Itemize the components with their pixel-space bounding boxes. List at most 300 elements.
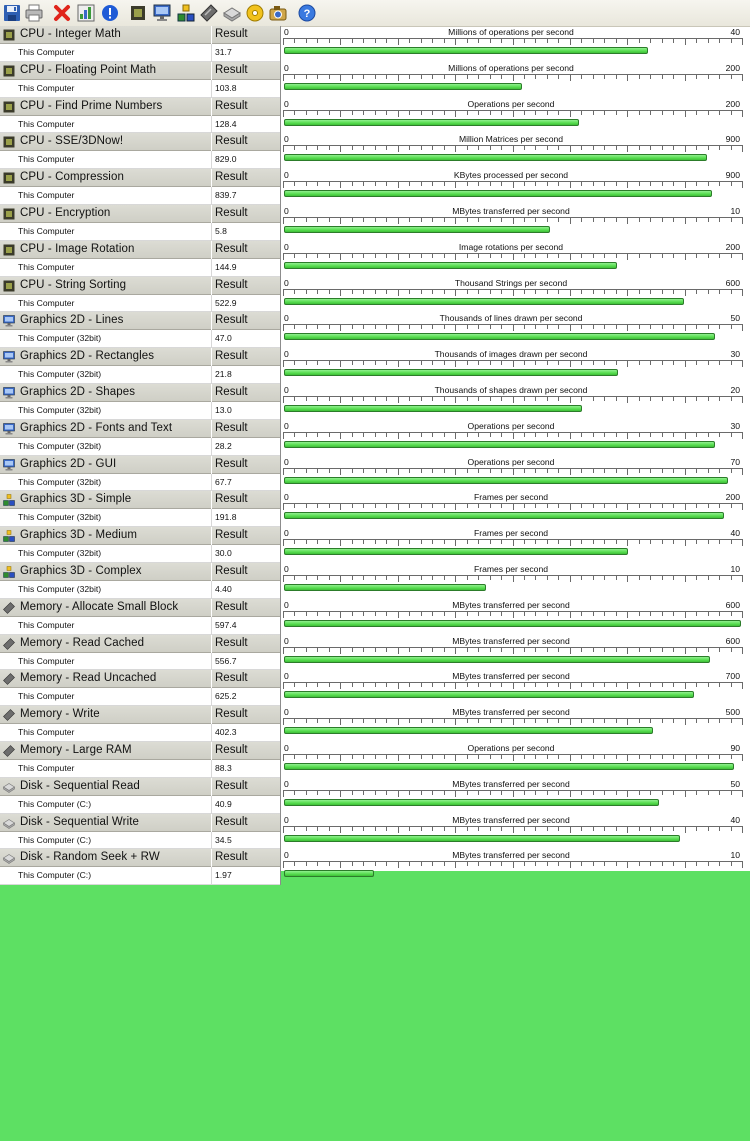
memory-category-icon (3, 673, 15, 685)
test-header[interactable] (0, 312, 280, 330)
axis-tick (604, 683, 605, 687)
axis-tick (455, 110, 456, 117)
result-value: 191.8 (215, 512, 237, 523)
axis-tick (673, 683, 674, 687)
axis-tick (398, 503, 399, 510)
benchmark-row[interactable] (0, 26, 750, 62)
test-header[interactable] (0, 635, 280, 653)
result-row[interactable] (0, 617, 280, 635)
axis-tick (306, 755, 307, 759)
result-bar (284, 691, 694, 698)
result-row[interactable] (0, 223, 280, 241)
axis-tick (478, 576, 479, 580)
test-name: CPU - Integer Math (20, 28, 121, 40)
result-row[interactable] (0, 796, 280, 814)
result-row[interactable] (0, 581, 280, 599)
column-divider (211, 223, 212, 241)
system-name: This Computer (32bit) (18, 476, 102, 487)
column-divider (211, 420, 212, 438)
axis-tick (455, 432, 456, 439)
axis-tick (581, 683, 582, 687)
benchmark-row[interactable] (0, 706, 750, 742)
result-column-label: Result (215, 99, 248, 112)
result-column-label: Result (215, 350, 248, 363)
axis-tick (490, 39, 491, 43)
system-name: This Computer (32bit) (18, 440, 102, 451)
axis-tick (317, 254, 318, 258)
axis-tick (639, 755, 640, 759)
axis-tick (513, 861, 514, 868)
axis-tick (650, 827, 651, 831)
axis-max-label: 40 (730, 27, 740, 37)
axis-tick (535, 648, 536, 652)
axis-tick (604, 182, 605, 186)
chart-view-button[interactable] (76, 3, 96, 23)
test-header[interactable] (0, 133, 280, 151)
test-header[interactable] (0, 384, 280, 402)
axis-tick (696, 254, 697, 258)
axis-tick (719, 218, 720, 222)
axis-tick (490, 612, 491, 616)
cpu-category-icon (3, 172, 15, 184)
system-name: This Computer (18, 82, 75, 93)
axis-tick (673, 218, 674, 222)
benchmark-row[interactable] (0, 599, 750, 635)
axis-tick (593, 111, 594, 115)
result-row[interactable] (0, 366, 280, 384)
benchmark-row[interactable] (0, 348, 750, 384)
benchmark-row[interactable] (0, 169, 750, 205)
column-divider (211, 867, 212, 885)
axis-tick (283, 324, 284, 331)
axis-tick (524, 75, 525, 79)
axis-tick (398, 575, 399, 582)
axis-tick (708, 254, 709, 258)
axis-tick (283, 38, 284, 45)
axis-unit-label: MBytes transferred per second (452, 778, 570, 789)
axis-tick (409, 469, 410, 473)
axis-tick (375, 397, 376, 401)
axis-tick (708, 290, 709, 294)
axis-tick (283, 289, 284, 296)
axis-tick (501, 146, 502, 150)
result-row[interactable] (0, 545, 280, 563)
axis-tick (294, 146, 295, 150)
column-divider (211, 670, 212, 688)
axis-unit-label: Thousand Strings per second (454, 277, 568, 288)
axis-tick (467, 827, 468, 831)
axis-tick (283, 611, 284, 618)
test-header[interactable] (0, 778, 280, 796)
axis-tick (696, 39, 697, 43)
axis-tick (386, 540, 387, 544)
axis-tick (432, 218, 433, 222)
result-row[interactable] (0, 724, 280, 742)
column-divider (211, 402, 212, 420)
test-header[interactable] (0, 348, 280, 366)
axis-tick (478, 325, 479, 329)
memory-button[interactable] (199, 3, 219, 23)
axis-tick (616, 397, 617, 401)
axis-tick (478, 146, 479, 150)
benchmark-row[interactable] (0, 384, 750, 420)
test-header[interactable] (0, 742, 280, 760)
axis-tick (501, 540, 502, 544)
result-row[interactable] (0, 80, 280, 98)
benchmark-row[interactable] (0, 312, 750, 348)
result-row[interactable] (0, 295, 280, 313)
axis-tick (604, 862, 605, 866)
axis-tick (375, 39, 376, 43)
benchmark-row[interactable] (0, 62, 750, 98)
benchmark-row[interactable] (0, 849, 750, 885)
axis-tick (409, 182, 410, 186)
axis-tick (467, 862, 468, 866)
axis-tick (363, 111, 364, 115)
result-row[interactable] (0, 44, 280, 62)
axis-tick (581, 111, 582, 115)
axis-tick (306, 325, 307, 329)
axis-tick (455, 289, 456, 296)
axis-tick (467, 254, 468, 258)
axis-tick (375, 683, 376, 687)
axis-tick (375, 111, 376, 115)
axis-tick (708, 719, 709, 723)
axis-tick (398, 647, 399, 654)
benchmark-row[interactable] (0, 420, 750, 456)
axis-tick (421, 39, 422, 43)
axis-tick (673, 755, 674, 759)
monitor-button[interactable] (152, 3, 172, 23)
test-header[interactable] (0, 814, 280, 832)
axis-tick (432, 433, 433, 437)
axis-tick (742, 38, 743, 45)
axis-tick (627, 718, 628, 725)
result-row[interactable] (0, 187, 280, 205)
axis-tick (306, 433, 307, 437)
axis-tick (581, 397, 582, 401)
axis-tick (467, 218, 468, 222)
test-header[interactable] (0, 420, 280, 438)
axis-tick (719, 433, 720, 437)
test-header[interactable] (0, 205, 280, 223)
delete-button[interactable] (52, 3, 72, 23)
axis-tick (409, 361, 410, 365)
benchmark-row[interactable] (0, 456, 750, 492)
benchmark-row[interactable] (0, 491, 750, 527)
chart-view-icon (77, 4, 95, 22)
axis-tick (685, 682, 686, 689)
axis-tick (719, 75, 720, 79)
axis-tick (558, 755, 559, 759)
axis-tick (490, 397, 491, 401)
axis-tick (685, 181, 686, 188)
test-header[interactable] (0, 599, 280, 617)
result-bar (284, 441, 715, 448)
axis-tick (444, 755, 445, 759)
axis-tick (340, 647, 341, 654)
axis-tick (501, 469, 502, 473)
result-row[interactable] (0, 116, 280, 134)
axis-max-label: 90 (730, 742, 740, 753)
axis-tick (662, 361, 663, 365)
axis-tick (398, 790, 399, 797)
axis-tick (421, 397, 422, 401)
test-header[interactable] (0, 527, 280, 545)
axis-tick (455, 754, 456, 761)
axis-min-label: 0 (284, 742, 289, 753)
axis-tick (616, 325, 617, 329)
axis-tick (398, 74, 399, 81)
axis-tick (513, 396, 514, 403)
axis-tick (455, 324, 456, 331)
axis-tick (409, 75, 410, 79)
axis-tick (719, 791, 720, 795)
axis-tick (547, 361, 548, 365)
axis-tick (685, 324, 686, 331)
axis-tick (340, 253, 341, 260)
axis-tick (593, 290, 594, 294)
axis-tick (501, 827, 502, 831)
result-row[interactable] (0, 688, 280, 706)
axis-tick (386, 433, 387, 437)
info-button[interactable] (100, 3, 120, 23)
axis-min-label: 0 (284, 814, 289, 825)
axis-tick (375, 862, 376, 866)
system-name: This Computer (18, 619, 75, 630)
axis-tick (478, 719, 479, 723)
axis-tick (685, 38, 686, 45)
axis-tick (524, 469, 525, 473)
test-header[interactable] (0, 62, 280, 80)
axis-tick (742, 396, 743, 403)
axis-tick (294, 648, 295, 652)
axis-tick (627, 253, 628, 260)
axis-tick (742, 110, 743, 117)
axis-tick (386, 361, 387, 365)
axis-tick (398, 861, 399, 868)
result-value: 597.4 (215, 619, 237, 630)
axis-tick (513, 217, 514, 224)
result-row[interactable] (0, 509, 280, 527)
cd-button[interactable] (245, 3, 265, 23)
axis-tick (329, 755, 330, 759)
axis-tick (524, 39, 525, 43)
axis-tick (742, 503, 743, 510)
benchmark-row[interactable] (0, 133, 750, 169)
axis-tick (535, 290, 536, 294)
cpu-button[interactable] (128, 3, 148, 23)
test-header[interactable] (0, 26, 280, 44)
axis-tick (627, 110, 628, 117)
result-row[interactable] (0, 259, 280, 277)
column-divider (211, 796, 212, 814)
axis-tick (570, 217, 571, 224)
axis-tick (467, 361, 468, 365)
axis-tick (363, 182, 364, 186)
axis-tick (570, 360, 571, 367)
axis-tick (593, 75, 594, 79)
cpu-category-icon (3, 29, 15, 41)
test-header[interactable] (0, 456, 280, 474)
axis-tick (294, 469, 295, 473)
2d-category-icon (3, 423, 15, 435)
test-header[interactable] (0, 241, 280, 259)
axis-tick (627, 360, 628, 367)
axis-tick (662, 325, 663, 329)
axis-unit-label: MBytes transferred per second (452, 635, 570, 646)
axis-tick (650, 218, 651, 222)
axis-tick (558, 469, 559, 473)
axis-tick (363, 612, 364, 616)
benchmark-row[interactable] (0, 814, 750, 850)
axis-tick (558, 612, 559, 616)
axis-tick (352, 755, 353, 759)
system-name: This Computer (32bit) (18, 548, 102, 559)
axis-tick (593, 755, 594, 759)
result-column-label: Result (215, 171, 248, 184)
test-header[interactable] (0, 98, 280, 116)
disk-button[interactable] (222, 3, 242, 23)
axis-tick (650, 719, 651, 723)
result-row[interactable] (0, 832, 280, 850)
axis-tick (329, 218, 330, 222)
benchmark-row[interactable] (0, 670, 750, 706)
axis-tick (478, 683, 479, 687)
axis-tick (604, 827, 605, 831)
benchmark-row[interactable] (0, 98, 750, 134)
axis-tick (650, 111, 651, 115)
axis-tick (604, 75, 605, 79)
axis-tick (662, 146, 663, 150)
axis-tick (501, 254, 502, 258)
axis-tick (731, 791, 732, 795)
column-divider (211, 778, 212, 796)
test-header[interactable] (0, 277, 280, 295)
axis-tick (742, 861, 743, 868)
test-header[interactable] (0, 670, 280, 688)
axis-tick (662, 648, 663, 652)
benchmark-row[interactable] (0, 205, 750, 241)
2d-category-icon (3, 387, 15, 399)
axis-tick (604, 325, 605, 329)
test-header[interactable] (0, 849, 280, 867)
benchmark-row[interactable] (0, 563, 750, 599)
axis-tick (455, 145, 456, 152)
test-header[interactable] (0, 706, 280, 724)
axis-tick (547, 111, 548, 115)
axis-min-label: 0 (284, 205, 289, 216)
result-row[interactable] (0, 474, 280, 492)
benchmark-row[interactable] (0, 742, 750, 778)
axis-tick (386, 683, 387, 687)
axis-tick (708, 791, 709, 795)
axis-tick (409, 862, 410, 866)
column-divider (211, 80, 212, 98)
axis-tick (375, 648, 376, 652)
test-name: Memory - Large RAM (20, 743, 132, 756)
axis-tick (432, 719, 433, 723)
axis-tick (662, 612, 663, 616)
result-row[interactable] (0, 653, 280, 671)
test-header[interactable] (0, 563, 280, 581)
axis-tick (558, 254, 559, 258)
axis-tick (616, 576, 617, 580)
result-row[interactable] (0, 867, 280, 885)
test-header[interactable] (0, 169, 280, 187)
axis-tick (455, 826, 456, 833)
axis-tick (719, 755, 720, 759)
axis-tick (616, 648, 617, 652)
test-header[interactable] (0, 491, 280, 509)
axis-max-label: 50 (730, 313, 740, 324)
axis-tick (421, 433, 422, 437)
monitor-icon (153, 4, 171, 22)
graphics-3d-button[interactable] (176, 3, 196, 23)
axis-tick (455, 611, 456, 618)
axis-tick (478, 540, 479, 544)
axis-tick (432, 576, 433, 580)
axis-tick (570, 790, 571, 797)
axis-tick (294, 755, 295, 759)
axis-tick (444, 791, 445, 795)
test-name: Graphics 3D - Simple (20, 493, 132, 506)
axis-tick (283, 861, 284, 868)
axis-tick (375, 755, 376, 759)
column-divider (211, 277, 212, 295)
axis-tick (731, 182, 732, 186)
print-button[interactable] (24, 3, 44, 23)
axis-tick (386, 75, 387, 79)
result-row[interactable] (0, 438, 280, 456)
result-row[interactable] (0, 402, 280, 420)
axis-tick (719, 827, 720, 831)
axis-tick (535, 254, 536, 258)
test-name: Memory - Write (20, 708, 100, 721)
axis-tick (742, 718, 743, 725)
column-divider (211, 832, 212, 850)
axis-tick (524, 683, 525, 687)
benchmark-row[interactable] (0, 635, 750, 671)
axis-tick (570, 718, 571, 725)
save-button[interactable] (2, 3, 22, 23)
column-divider (211, 116, 212, 134)
result-column-label: Result (215, 385, 248, 398)
axis-tick (375, 612, 376, 616)
test-name: Graphics 2D - Shapes (20, 385, 136, 398)
result-row[interactable] (0, 330, 280, 348)
axis-min-label: 0 (284, 98, 289, 109)
result-chart (280, 348, 750, 384)
benchmark-row[interactable] (0, 241, 750, 277)
result-row[interactable] (0, 760, 280, 778)
axis-max-label: 700 (725, 671, 740, 682)
axis-tick (742, 575, 743, 582)
axis-tick (742, 217, 743, 224)
axis-tick (696, 719, 697, 723)
result-row[interactable] (0, 151, 280, 169)
benchmark-row[interactable] (0, 527, 750, 563)
help-button[interactable] (297, 3, 317, 23)
column-divider (211, 814, 212, 832)
axis-min-label: 0 (284, 563, 289, 574)
axis-tick (570, 682, 571, 689)
benchmark-row[interactable] (0, 778, 750, 814)
axis-tick (386, 862, 387, 866)
benchmark-row[interactable] (0, 277, 750, 313)
camera-button[interactable] (268, 3, 288, 23)
axis-tick (352, 75, 353, 79)
